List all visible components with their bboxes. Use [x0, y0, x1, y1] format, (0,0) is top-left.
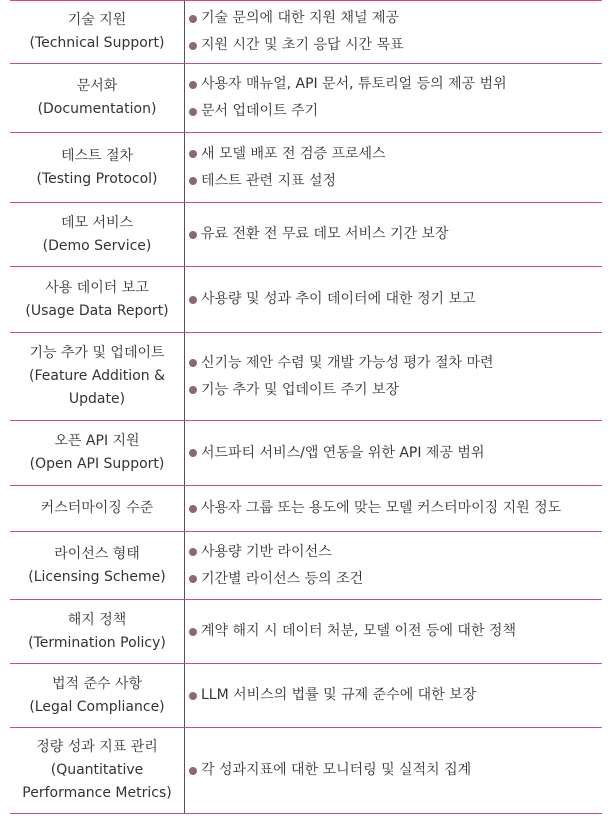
item-label-cell — [10, 600, 185, 663]
bullet-icon — [189, 505, 197, 513]
table-row — [10, 203, 602, 267]
bullet-item — [189, 495, 602, 522]
item-label-line: 라이선스 형태 — [54, 545, 140, 562]
item-description-cell — [185, 600, 602, 663]
item-label-cell — [10, 532, 185, 599]
item-description-cell — [185, 486, 602, 531]
bullet-text: 사용량 및 성과 추이 데이터에 대한 정기 보고 — [201, 291, 476, 307]
bullet-text: LLM 서비스의 법률 및 규제 준수에 대한 보장 — [201, 687, 477, 703]
table-row — [10, 133, 602, 203]
bullet-icon — [189, 575, 197, 583]
table-row — [10, 421, 602, 486]
bullet-icon — [189, 81, 197, 89]
bullet-icon — [189, 767, 197, 775]
item-description-cell — [185, 267, 602, 332]
item-description-cell — [185, 64, 602, 132]
item-label-line: Update) — [68, 391, 126, 407]
bullet-text: 사용자 그룹 또는 용도에 맞는 모델 커스터마이징 지원 정도 — [201, 500, 562, 516]
bullet-text: 사용자 매뉴얼, API 문서, 튜토리얼 등의 제공 범위 — [201, 76, 507, 92]
bullet-text: 사용량 기반 라이선스 — [201, 543, 332, 560]
bullet-icon — [189, 177, 197, 185]
bullet-item — [189, 566, 602, 593]
item-label-line: 데모 서비스 — [60, 214, 134, 231]
bullet-item — [189, 141, 602, 168]
bullet-item — [189, 440, 602, 467]
item-label-line: 문서화 — [76, 78, 118, 94]
item-label-cell — [10, 133, 185, 202]
bullet-item — [189, 757, 602, 784]
item-description-cell — [185, 203, 602, 266]
table-row — [10, 532, 602, 600]
table-row — [10, 0, 602, 64]
requirements-table — [10, 0, 602, 814]
item-label-line: 기술 지원 — [67, 12, 127, 28]
bullet-icon — [189, 296, 197, 304]
bullet-text: 신기능 제안 수렴 및 개발 가능성 평가 절차 마련 — [201, 354, 494, 371]
bullet-icon — [189, 449, 197, 457]
item-label-line: (Documentation) — [37, 101, 157, 117]
bullet-text: 기간별 라이선스 등의 조건 — [201, 570, 364, 587]
item-label-line: (Demo Service) — [42, 237, 152, 254]
item-label-line: 커스터마이징 수준 — [40, 500, 154, 516]
bullet-text: 문서 업데이트 주기 — [201, 103, 319, 119]
table-row — [10, 333, 602, 421]
bullet-text: 지원 시간 및 초기 응답 시간 목표 — [201, 37, 404, 53]
bullet-icon — [189, 359, 197, 367]
item-label-line: 기능 추가 및 업데이트 — [29, 345, 165, 361]
table-row — [10, 64, 602, 133]
bullet-item — [189, 682, 602, 709]
table-row — [10, 486, 602, 532]
item-label-line: 해지 정책 — [67, 611, 127, 628]
bullet-text: 기능 추가 및 업데이트 주기 보장 — [201, 381, 400, 398]
item-label-cell — [10, 64, 185, 132]
item-label-cell — [10, 267, 185, 332]
bullet-icon — [189, 692, 197, 700]
bullet-item — [189, 350, 602, 377]
bullet-item — [189, 377, 602, 404]
bullet-item — [189, 286, 602, 313]
table-row — [10, 664, 602, 728]
item-label-cell — [10, 421, 185, 485]
item-label-line: (Open API Support) — [29, 456, 165, 472]
bullet-icon — [189, 42, 197, 50]
table-row — [10, 728, 602, 814]
item-label-line: 법적 준수 사항 — [51, 675, 143, 692]
bullet-icon — [189, 150, 197, 158]
bullet-text: 유료 전환 전 무료 데모 서비스 기간 보장 — [201, 226, 449, 242]
item-label-line: 사용 데이터 보고 — [45, 279, 149, 296]
table-row — [10, 267, 602, 333]
bullet-text: 서드파티 서비스/앱 연동을 위한 API 제공 범위 — [201, 444, 485, 461]
bullet-item — [189, 618, 602, 645]
item-label-line: 오픈 API 지원 — [54, 433, 140, 449]
item-label-line: (Feature Addition & — [29, 368, 165, 384]
item-label-line: (Licensing Scheme) — [28, 568, 166, 585]
item-label-line: (Termination Policy) — [28, 634, 166, 651]
item-description-cell — [185, 728, 602, 813]
bullet-item — [189, 98, 602, 125]
bullet-icon — [189, 386, 197, 394]
item-label-line: (Technical Support) — [29, 35, 165, 51]
bullet-icon — [189, 15, 197, 23]
bullet-icon — [189, 231, 197, 239]
item-label-line: Performance Metrics) — [22, 785, 172, 801]
item-label-line: 정량 성과 지표 관리 — [36, 739, 158, 755]
item-label-cell — [10, 1, 185, 63]
bullet-item — [189, 539, 602, 566]
item-description-cell — [185, 1, 602, 63]
bullet-item — [189, 221, 602, 248]
item-description-cell — [185, 133, 602, 202]
bullet-item — [189, 168, 602, 195]
bullet-item — [189, 71, 602, 98]
item-label-line: (Usage Data Report) — [25, 302, 169, 319]
bullet-icon — [189, 108, 197, 116]
table-row — [10, 600, 602, 664]
bullet-icon — [189, 548, 197, 556]
item-label-cell — [10, 486, 185, 531]
item-label-cell — [10, 333, 185, 420]
bullet-text: 테스트 관련 지표 설정 — [201, 172, 337, 189]
item-label-cell — [10, 203, 185, 266]
bullet-text: 계약 해지 시 데이터 처분, 모델 이전 등에 대한 정책 — [201, 623, 516, 639]
bullet-item — [189, 5, 602, 32]
item-label-line: (Testing Protocol) — [36, 170, 158, 187]
item-label-cell — [10, 728, 185, 813]
bullet-text: 각 성과지표에 대한 모니터링 및 실적치 집계 — [201, 762, 472, 778]
bullet-text: 기술 문의에 대한 지원 채널 제공 — [201, 10, 400, 26]
bullet-item — [189, 32, 602, 59]
item-description-cell — [185, 421, 602, 485]
bullet-text: 새 모델 배포 전 검증 프로세스 — [201, 145, 386, 162]
bullet-icon — [189, 628, 197, 636]
item-label-line: 테스트 절차 — [60, 147, 134, 164]
item-label-line: (Legal Compliance) — [29, 698, 165, 715]
item-description-cell — [185, 664, 602, 727]
item-description-cell — [185, 333, 602, 420]
item-label-line: (Quantitative — [50, 762, 144, 778]
item-description-cell — [185, 532, 602, 599]
item-label-cell — [10, 664, 185, 727]
